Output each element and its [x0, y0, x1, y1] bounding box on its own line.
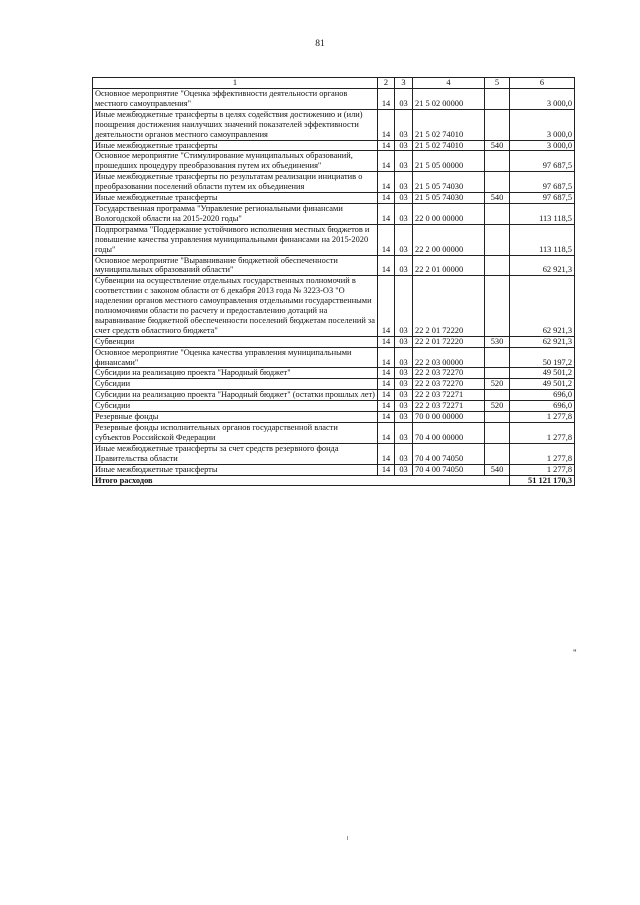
header-col-3: 3: [395, 78, 413, 89]
closing-quote-mark: ": [573, 648, 577, 658]
row-col-5: 540: [485, 193, 510, 204]
row-amount: 3 000,0: [510, 140, 575, 151]
row-amount: 1 277,8: [510, 443, 575, 464]
row-col-2: 14: [378, 443, 395, 464]
row-col-3: 03: [395, 336, 413, 347]
table-row: [93, 423, 575, 444]
row-name: Основное мероприятие "Выравнивание бюджетной обеспеченности муниципальных образований области": [93, 255, 378, 276]
row-col-2: 14: [378, 151, 395, 172]
row-col-2: 14: [378, 390, 395, 401]
row-code: 22 2 01 72220: [413, 276, 485, 336]
row-col-3: 03: [395, 401, 413, 412]
row-col-2: 14: [378, 140, 395, 151]
header-col-6: 6: [510, 78, 575, 89]
row-col-5: [485, 151, 510, 172]
table-row: [93, 203, 575, 224]
row-col-5: [485, 276, 510, 336]
row-code: 70 0 00 00000: [413, 412, 485, 423]
row-col-5: [485, 368, 510, 379]
row-col-2: 14: [378, 336, 395, 347]
row-col-3: 03: [395, 172, 413, 193]
row-col-3: 03: [395, 390, 413, 401]
row-code: 22 2 01 72220: [413, 336, 485, 347]
row-col-5: 530: [485, 336, 510, 347]
row-col-5: [485, 224, 510, 255]
row-code: 21 5 05 74030: [413, 172, 485, 193]
row-name: Основное мероприятие "Оценка эффективности деятельности органов местного самоуправления": [93, 89, 378, 110]
row-name: Резервные фонды исполнительных органов государственной власти субъектов Российской Федерации: [93, 423, 378, 444]
row-col-5: [485, 109, 510, 140]
row-code: 22 2 03 72271: [413, 390, 485, 401]
row-name: Иные межбюджетные трансферты в целях содействия достижению и (или) поощрения достижения наилучших значений показателей эффективности деятельности органов местного самоуправления: [93, 109, 378, 140]
row-amount: 1 277,8: [510, 423, 575, 444]
row-name: Субвенции на осуществление отдельных государственных полномочий в соответствии с законом области от 6 декабря 2013 года № 3223-ОЗ "О наделении органов местного самоуправления отдельными государственными полномочиями области по расчету и предоставлению дотаций на выравнивание бюджетной обеспеченности поселений бюджетам поселений за счет средств областного бюджета": [93, 276, 378, 336]
row-amount: 49 501,2: [510, 368, 575, 379]
total-row: [93, 475, 575, 486]
row-col-2: 14: [378, 89, 395, 110]
table-row: [93, 109, 575, 140]
table-row: [93, 276, 575, 336]
row-code: 22 2 03 72270: [413, 379, 485, 390]
row-name: Основное мероприятие "Оценка качества управления муниципальными финансами": [93, 347, 378, 368]
row-col-3: 03: [395, 109, 413, 140]
row-name: Иные межбюджетные трансферты: [93, 140, 378, 151]
row-amount: 1 277,8: [510, 412, 575, 423]
row-amount: 97 687,5: [510, 151, 575, 172]
table-row: [93, 464, 575, 475]
row-name: Иные межбюджетные трансферты за счет средств резервного фонда Правительства области: [93, 443, 378, 464]
row-col-5: 540: [485, 464, 510, 475]
row-amount: 696,0: [510, 390, 575, 401]
total-label: Итого расходов: [93, 475, 510, 486]
table-row: [93, 336, 575, 347]
row-code: 22 2 03 00000: [413, 347, 485, 368]
row-code: 70 4 00 74050: [413, 443, 485, 464]
row-col-2: 14: [378, 276, 395, 336]
row-name: Субсидии на реализацию проекта "Народный бюджет" (остатки прошлых лет): [93, 390, 378, 401]
row-amount: 62 921,3: [510, 255, 575, 276]
row-name: Подпрограмма "Поддержание устойчивого исполнения местных бюджетов и повышение качества управления муниципальными финансами на 2015-2020 годы": [93, 224, 378, 255]
row-name: Государственная программа "Управление региональными финансами Вологодской области на 2015-2020 годы": [93, 203, 378, 224]
table-row: [93, 140, 575, 151]
row-col-3: 03: [395, 412, 413, 423]
row-col-5: [485, 172, 510, 193]
table-row: [93, 193, 575, 204]
table-row: [93, 401, 575, 412]
row-amount: 97 687,5: [510, 193, 575, 204]
row-col-2: 14: [378, 255, 395, 276]
row-col-5: [485, 89, 510, 110]
total-amount: 51 121 170,3: [510, 475, 575, 486]
table-row: [93, 151, 575, 172]
table-header-row: [93, 78, 575, 89]
row-amount: 1 277,8: [510, 464, 575, 475]
row-col-5: [485, 203, 510, 224]
row-code: 22 2 03 72270: [413, 368, 485, 379]
row-amount: 3 000,0: [510, 109, 575, 140]
row-col-2: 14: [378, 193, 395, 204]
row-col-2: 14: [378, 109, 395, 140]
row-col-2: 14: [378, 203, 395, 224]
row-amount: 49 501,2: [510, 379, 575, 390]
row-code: 21 5 05 00000: [413, 151, 485, 172]
row-col-3: 03: [395, 140, 413, 151]
row-name: Иные межбюджетные трансферты: [93, 464, 378, 475]
table-row: [93, 443, 575, 464]
table-row: [93, 224, 575, 255]
row-col-2: 14: [378, 423, 395, 444]
row-code: 21 5 02 00000: [413, 89, 485, 110]
row-code: 22 2 00 00000: [413, 224, 485, 255]
scan-speck: [347, 836, 348, 840]
table-row: [93, 412, 575, 423]
row-col-3: 03: [395, 203, 413, 224]
row-col-2: 14: [378, 224, 395, 255]
row-col-5: [485, 255, 510, 276]
row-col-3: 03: [395, 224, 413, 255]
row-name: Субсидии: [93, 379, 378, 390]
header-col-1: 1: [93, 78, 378, 89]
row-col-3: 03: [395, 276, 413, 336]
row-col-5: 520: [485, 379, 510, 390]
row-code: 21 5 02 74010: [413, 109, 485, 140]
row-col-5: [485, 423, 510, 444]
row-col-3: 03: [395, 193, 413, 204]
row-code: 22 2 03 72271: [413, 401, 485, 412]
row-col-3: 03: [395, 423, 413, 444]
row-code: 21 5 02 74010: [413, 140, 485, 151]
row-col-5: [485, 347, 510, 368]
row-col-3: 03: [395, 368, 413, 379]
row-name: Иные межбюджетные трансферты: [93, 193, 378, 204]
row-amount: 696,0: [510, 401, 575, 412]
row-name: Субвенции: [93, 336, 378, 347]
row-col-5: 520: [485, 401, 510, 412]
row-amount: 113 118,5: [510, 224, 575, 255]
row-name: Резервные фонды: [93, 412, 378, 423]
row-col-5: [485, 443, 510, 464]
table-row: [93, 379, 575, 390]
table-row: [93, 347, 575, 368]
row-code: 70 4 00 74050: [413, 464, 485, 475]
row-code: 70 4 00 00000: [413, 423, 485, 444]
row-col-2: 14: [378, 172, 395, 193]
row-col-2: 14: [378, 412, 395, 423]
row-name: Субсидии на реализацию проекта "Народный бюджет": [93, 368, 378, 379]
row-col-5: [485, 390, 510, 401]
row-name: Основное мероприятие "Стимулирование муниципальных образований, прошедших процедуру преобразования путем их объединения": [93, 151, 378, 172]
table-row: [93, 255, 575, 276]
row-col-2: 14: [378, 368, 395, 379]
row-col-3: 03: [395, 443, 413, 464]
row-amount: 50 197,2: [510, 347, 575, 368]
table-body: [93, 89, 575, 476]
header-col-5: 5: [485, 78, 510, 89]
row-col-3: 03: [395, 464, 413, 475]
row-amount: 62 921,3: [510, 276, 575, 336]
row-col-2: 14: [378, 347, 395, 368]
header-col-4: 4: [413, 78, 485, 89]
header-col-2: 2: [378, 78, 395, 89]
row-col-2: 14: [378, 464, 395, 475]
row-col-3: 03: [395, 151, 413, 172]
row-col-3: 03: [395, 255, 413, 276]
expenditure-table: [92, 77, 575, 486]
row-col-3: 03: [395, 89, 413, 110]
row-amount: 3 000,0: [510, 89, 575, 110]
row-code: 22 0 00 00000: [413, 203, 485, 224]
row-col-2: 14: [378, 379, 395, 390]
row-code: 21 5 05 74030: [413, 193, 485, 204]
row-col-3: 03: [395, 347, 413, 368]
row-col-5: 540: [485, 140, 510, 151]
row-col-3: 03: [395, 379, 413, 390]
row-col-5: [485, 412, 510, 423]
row-code: 22 2 01 00000: [413, 255, 485, 276]
page-number: 81: [315, 39, 325, 49]
row-col-2: 14: [378, 401, 395, 412]
row-name: Иные межбюджетные трансферты по результатам реализации инициатив о преобразовании поселений области путем их объединения: [93, 172, 378, 193]
row-amount: 113 118,5: [510, 203, 575, 224]
row-amount: 62 921,3: [510, 336, 575, 347]
table-row: [93, 172, 575, 193]
table-row: [93, 368, 575, 379]
table-row: [93, 390, 575, 401]
row-amount: 97 687,5: [510, 172, 575, 193]
row-name: Субсидии: [93, 401, 378, 412]
table-row: [93, 89, 575, 110]
